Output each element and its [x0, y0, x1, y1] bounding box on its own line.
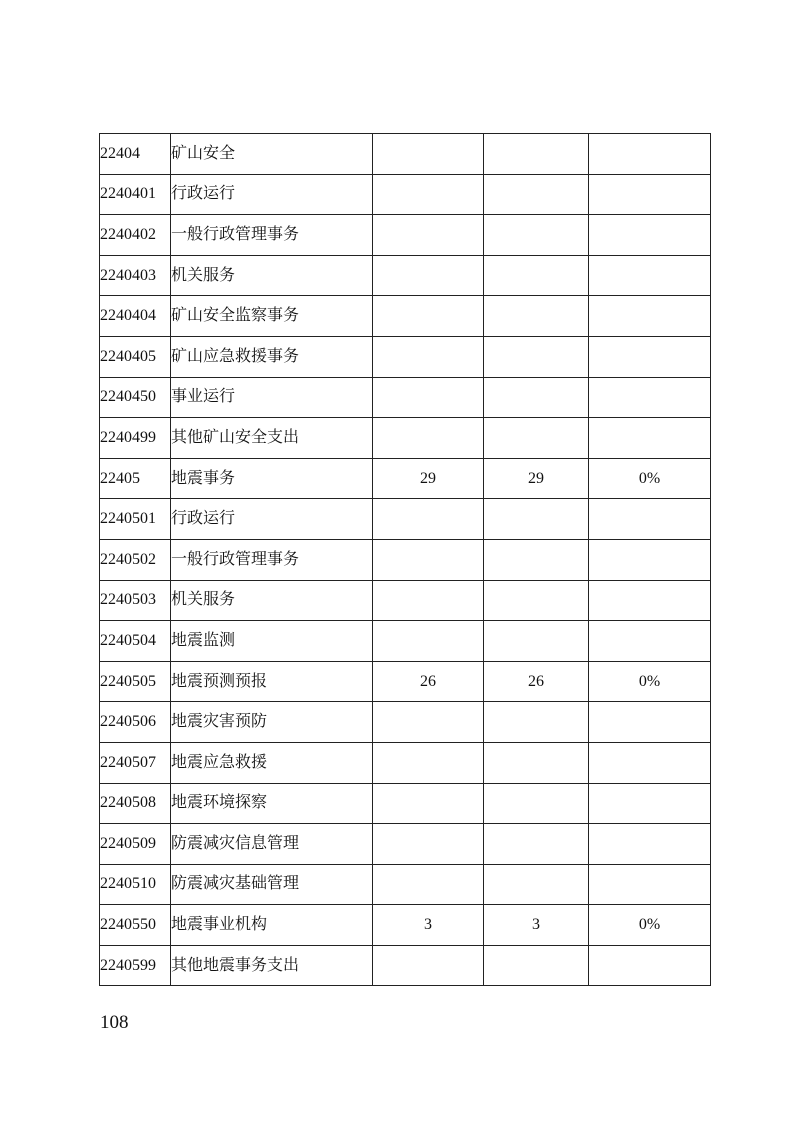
value-cell-1 [373, 621, 484, 662]
percent-cell: 0% [589, 661, 711, 702]
value-cell-1: 29 [373, 458, 484, 499]
code-cell: 2240507 [100, 742, 171, 783]
percent-cell [589, 134, 711, 175]
code-cell: 2240550 [100, 905, 171, 946]
code-cell: 2240405 [100, 336, 171, 377]
table-row [100, 174, 711, 215]
category-name-cell: 其他地震事务支出 [171, 945, 373, 986]
value-cell-1 [373, 499, 484, 540]
code-cell: 2240501 [100, 499, 171, 540]
category-name-cell: 行政运行 [171, 499, 373, 540]
percent-cell: 0% [589, 905, 711, 946]
value-cell-1 [373, 742, 484, 783]
code-cell: 2240503 [100, 580, 171, 621]
percent-cell [589, 255, 711, 296]
percent-cell [589, 336, 711, 377]
value-cell-1 [373, 580, 484, 621]
value-cell-2: 26 [484, 661, 589, 702]
value-cell-1: 3 [373, 905, 484, 946]
percent-cell [589, 621, 711, 662]
page-number: 108 [100, 1012, 129, 1033]
code-cell: 2240499 [100, 418, 171, 459]
value-cell-1 [373, 539, 484, 580]
value-cell-2 [484, 134, 589, 175]
percent-cell [589, 174, 711, 215]
code-cell: 2240508 [100, 783, 171, 824]
percent-cell [589, 377, 711, 418]
value-cell-1 [373, 418, 484, 459]
value-cell-1 [373, 255, 484, 296]
table-row [100, 296, 711, 337]
table-row [100, 377, 711, 418]
value-cell-2 [484, 783, 589, 824]
code-cell: 2240599 [100, 945, 171, 986]
percent-cell [589, 296, 711, 337]
code-cell: 22405 [100, 458, 171, 499]
code-cell: 2240402 [100, 215, 171, 256]
value-cell-2 [484, 499, 589, 540]
value-cell-2: 29 [484, 458, 589, 499]
category-name-cell: 机关服务 [171, 255, 373, 296]
value-cell-1: 26 [373, 661, 484, 702]
table-row [100, 945, 711, 986]
value-cell-1 [373, 296, 484, 337]
value-cell-2 [484, 296, 589, 337]
value-cell-1 [373, 377, 484, 418]
percent-cell [589, 864, 711, 905]
value-cell-1 [373, 783, 484, 824]
category-name-cell: 矿山应急救援事务 [171, 336, 373, 377]
category-name-cell: 事业运行 [171, 377, 373, 418]
percent-cell [589, 742, 711, 783]
table-row [100, 824, 711, 865]
category-name-cell: 地震预测预报 [171, 661, 373, 702]
category-name-cell: 防震减灾信息管理 [171, 824, 373, 865]
value-cell-1 [373, 134, 484, 175]
category-name-cell: 防震减灾基础管理 [171, 864, 373, 905]
code-cell: 2240505 [100, 661, 171, 702]
value-cell-2 [484, 215, 589, 256]
value-cell-2 [484, 824, 589, 865]
table-row [100, 661, 711, 702]
category-name-cell: 其他矿山安全支出 [171, 418, 373, 459]
table-row [100, 864, 711, 905]
table-row [100, 905, 711, 946]
percent-cell [589, 945, 711, 986]
percent-cell [589, 499, 711, 540]
code-cell: 2240506 [100, 702, 171, 743]
table-row [100, 255, 711, 296]
value-cell-2 [484, 377, 589, 418]
code-cell: 2240510 [100, 864, 171, 905]
value-cell-2 [484, 945, 589, 986]
category-name-cell: 地震事务 [171, 458, 373, 499]
code-cell: 2240509 [100, 824, 171, 865]
value-cell-1 [373, 215, 484, 256]
code-cell: 22404 [100, 134, 171, 175]
table-row [100, 702, 711, 743]
percent-cell [589, 215, 711, 256]
value-cell-2 [484, 418, 589, 459]
value-cell-2 [484, 621, 589, 662]
table-row [100, 539, 711, 580]
value-cell-2 [484, 864, 589, 905]
percent-cell [589, 580, 711, 621]
value-cell-2 [484, 580, 589, 621]
table-row [100, 418, 711, 459]
code-cell: 2240504 [100, 621, 171, 662]
value-cell-2 [484, 336, 589, 377]
category-name-cell: 机关服务 [171, 580, 373, 621]
value-cell-2 [484, 255, 589, 296]
value-cell-2 [484, 702, 589, 743]
value-cell-1 [373, 945, 484, 986]
table-row [100, 215, 711, 256]
category-name-cell: 地震事业机构 [171, 905, 373, 946]
percent-cell [589, 783, 711, 824]
category-name-cell: 一般行政管理事务 [171, 215, 373, 256]
percent-cell [589, 702, 711, 743]
category-name-cell: 矿山安全 [171, 134, 373, 175]
category-name-cell: 行政运行 [171, 174, 373, 215]
budget-table-container [99, 133, 711, 986]
budget-table-body [100, 134, 711, 986]
value-cell-1 [373, 702, 484, 743]
code-cell: 2240401 [100, 174, 171, 215]
table-row [100, 580, 711, 621]
value-cell-2 [484, 742, 589, 783]
value-cell-1 [373, 824, 484, 865]
percent-cell: 0% [589, 458, 711, 499]
value-cell-2: 3 [484, 905, 589, 946]
percent-cell [589, 418, 711, 459]
percent-cell [589, 824, 711, 865]
category-name-cell: 地震环境探察 [171, 783, 373, 824]
table-row [100, 742, 711, 783]
value-cell-1 [373, 864, 484, 905]
table-row [100, 499, 711, 540]
value-cell-1 [373, 336, 484, 377]
value-cell-2 [484, 539, 589, 580]
table-row [100, 621, 711, 662]
category-name-cell: 地震灾害预防 [171, 702, 373, 743]
table-row [100, 336, 711, 377]
value-cell-2 [484, 174, 589, 215]
code-cell: 2240404 [100, 296, 171, 337]
budget-table [99, 133, 711, 986]
percent-cell [589, 539, 711, 580]
category-name-cell: 矿山安全监察事务 [171, 296, 373, 337]
code-cell: 2240502 [100, 539, 171, 580]
code-cell: 2240403 [100, 255, 171, 296]
code-cell: 2240450 [100, 377, 171, 418]
table-row [100, 783, 711, 824]
category-name-cell: 地震应急救援 [171, 742, 373, 783]
table-row [100, 458, 711, 499]
table-row [100, 134, 711, 175]
category-name-cell: 地震监测 [171, 621, 373, 662]
category-name-cell: 一般行政管理事务 [171, 539, 373, 580]
value-cell-1 [373, 174, 484, 215]
